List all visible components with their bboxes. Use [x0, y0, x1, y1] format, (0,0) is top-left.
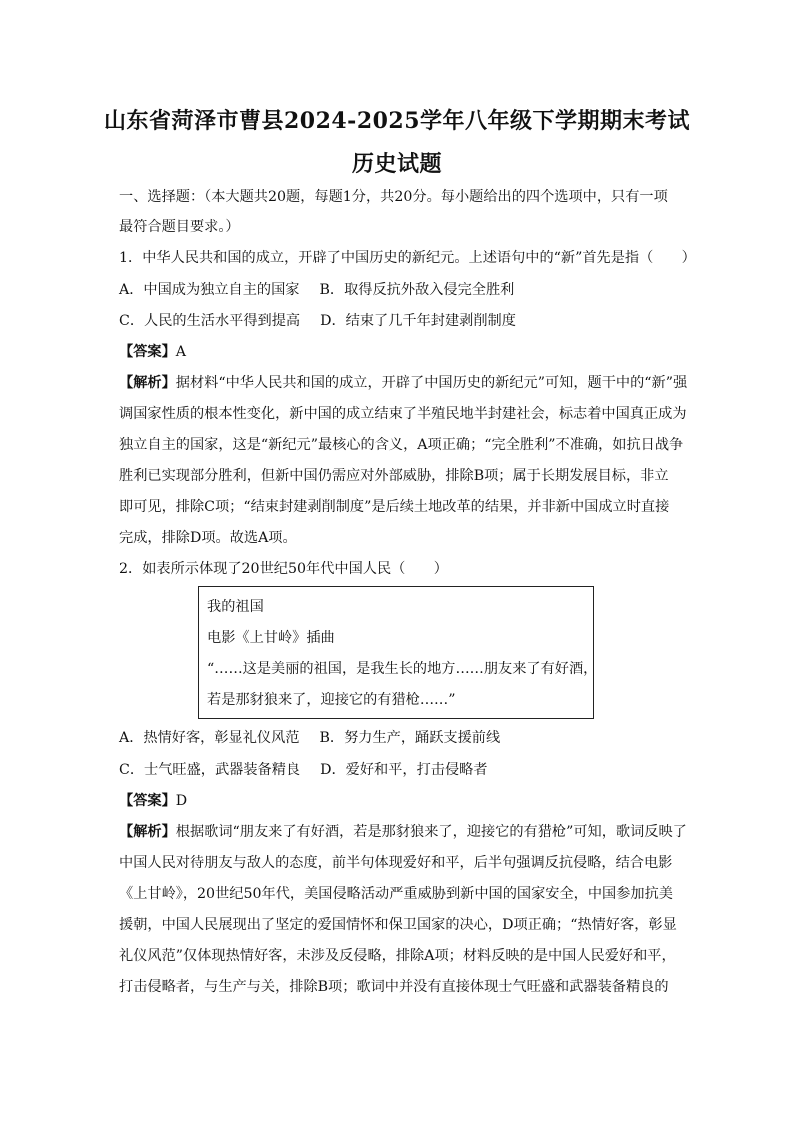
q1-analysis-line-5: 即可见，排除C项；“结束封建剥削制度”是后续土地改革的结果，并非新中国成立时直接	[119, 499, 670, 515]
q2-analysis-line-1	[119, 822, 687, 842]
q1-answer-value: A	[175, 344, 187, 360]
q2-lyrics-line-1: “……这是美丽的祖国，是我生长的地方……朋友来了有好酒，	[207, 661, 598, 677]
q2-analysis-line-3: 《上甘岭》，20世纪50年代，美国侵略活动严重威胁到新中国的国家安全，中国参加抗美	[119, 886, 673, 902]
q1-options-row-1	[119, 280, 514, 300]
q2-answer	[119, 791, 187, 811]
q1-answer-label: 【答案】	[119, 344, 176, 360]
q2-options-row-2	[119, 760, 488, 780]
q1-answer	[119, 342, 186, 362]
q2-lyrics-song-title: 我的祖国	[207, 599, 264, 615]
q2-analysis-label: 【解析】	[119, 824, 176, 840]
section-intro-line-2: 最符合题目要求。）	[119, 219, 240, 235]
q1-options-row-2	[119, 311, 516, 331]
q1-analysis-label: 【解析】	[119, 375, 176, 391]
q1-option-b: B．取得反抗外敌入侵完全胜利	[319, 282, 515, 298]
q2-stem: 2．如表所示体现了20世纪50年代中国人民（ ）	[119, 561, 448, 577]
q1-analysis-line-3: 独立自主的国家，这是“新纪元”最核心的含义，A项正确；“完全胜利”不准确，如抗日战争	[119, 437, 684, 453]
q2-option-a: A．热情好客，彰显礼仪风范	[119, 730, 300, 746]
q2-analysis-line-2: 中国人民对待朋友与敌人的态度，前半句体现爱好和平，后半句强调反抗侵略，结合电影	[119, 855, 673, 871]
q2-option-c: C．士气旺盛，武器装备精良	[119, 762, 301, 778]
q2-analysis-line-5: 礼仪风范”仅体现热情好客，未涉及反侵略，排除A项；材料反映的是中国人民爱好和平，	[119, 948, 676, 964]
q1-analysis-line-2: 调国家性质的根本性变化，新中国的成立结束了半殖民地半封建社会，标志着中国真正成为	[119, 406, 687, 422]
q2-options-row-1	[119, 728, 500, 748]
q1-stem: 1．中华人民共和国的成立，开辟了中国历史的新纪元。上述语句中的“新”首先是指（ ）	[119, 250, 696, 266]
q1-option-d: D．结束了几千年封建剥削制度	[320, 313, 516, 329]
q2-analysis-text-1: 根据歌词“朋友来了有好酒，若是那豺狼来了，迎接它的有猎枪”可知，歌词反映了	[175, 824, 687, 840]
q2-analysis-line-6: 打击侵略者，与生产与关，排除B项；歌词中并没有直接体现士气旺盛和武器装备精良的	[119, 979, 669, 995]
q1-analysis-line-1	[119, 373, 687, 393]
q2-option-b: B．努力生产，踊跃支援前线	[319, 730, 501, 746]
exam-subtitle: 历史试题	[351, 151, 442, 177]
q2-answer-value: D	[175, 793, 188, 809]
q1-option-c: C．人民的生活水平得到提高	[119, 313, 301, 329]
q1-option-a: A．中国成为独立自主的国家	[119, 282, 300, 298]
q2-lyrics-source: 电影《上甘岭》插曲	[207, 630, 335, 646]
q2-lyrics-line-2: 若是那豺狼来了，迎接它的有猎枪……”	[207, 692, 456, 708]
q1-analysis-line-6: 完成，排除D项。故选A项。	[119, 530, 297, 546]
q1-analysis-line-4: 胜利已实现部分胜利，但新中国仍需应对外部威胁，排除B项；属于长期发展目标，非立	[119, 468, 669, 484]
q2-answer-label: 【答案】	[119, 793, 176, 809]
q2-analysis-line-4: 援朝，中国人民展现出了坚定的爱国情怀和保卫国家的决心，D项正确；“热情好客，彰显	[119, 917, 677, 933]
exam-title: 山东省菏泽市曹县2024-2025学年八年级下学期期末考试	[103, 108, 691, 134]
q2-lyrics-box	[198, 586, 598, 719]
q1-analysis-text-1: 据材料“中华人民共和国的成立，开辟了中国历史的新纪元”可知，题干中的“新”强	[175, 375, 688, 391]
q2-option-d: D．爱好和平，打击侵略者	[320, 762, 488, 778]
section-intro-line-1: 一、选择题：（本大题共20题，每题1分，共20分。每小题给出的四个选项中，只有一项	[119, 189, 668, 205]
